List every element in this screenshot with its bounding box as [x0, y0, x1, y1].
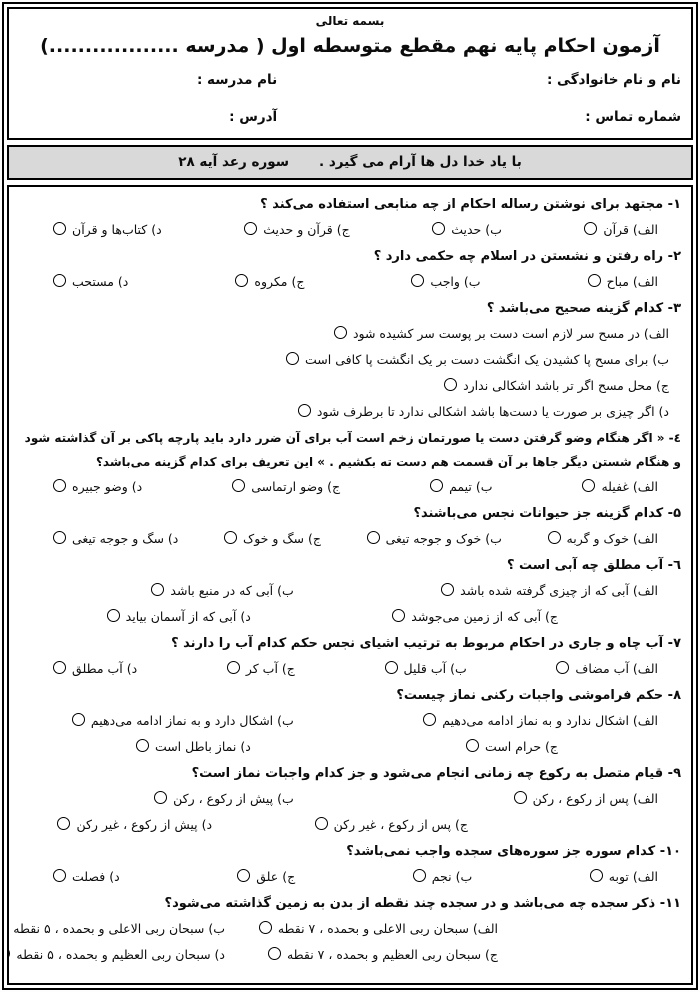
questions-box: [7, 185, 693, 985]
option-d: [53, 656, 137, 682]
answer-circle[interactable]: [423, 713, 436, 726]
option-label: ج) محل مسح اگر تر باشد اشکالی ندارد: [463, 378, 669, 393]
option-label: ب) خوک و جوجه تیغی: [385, 531, 502, 546]
option-label: د) وضو جبیره: [72, 479, 143, 494]
answer-circle[interactable]: [514, 791, 527, 804]
option-label: د) مستحب: [72, 274, 129, 289]
options-row: [19, 734, 681, 760]
option-label: د) اگر چیزی بر صورت یا دست‌ها باشد اشکالی ندارد تا برطرف شود: [316, 404, 669, 419]
question-2: [19, 244, 681, 295]
option-label: د) نماز باطل است: [154, 739, 251, 754]
option-d: [19, 812, 212, 838]
option-label: الف) آبی که از چیزی گرفته شده باشد: [460, 583, 658, 598]
option-label: الف) اشکال ندارد و به نماز ادامه می‌دهیم: [442, 713, 658, 728]
option-label: ج) علق: [256, 869, 296, 884]
question-9: [19, 761, 681, 838]
question-stem: ۵- کدام گزینه جز حیوانات نجس می‌باشند؟: [413, 506, 681, 521]
option-c: [244, 217, 349, 243]
option-label: الف) قرآن: [603, 222, 658, 237]
option-d: [298, 404, 669, 419]
address-field-label[interactable]: آدرس :: [229, 109, 278, 125]
option-c: [227, 656, 295, 682]
option-c: [251, 604, 558, 630]
options-row: [19, 399, 681, 425]
option-a: [588, 269, 658, 295]
option-d: [53, 526, 178, 552]
option-label: ب) اشکال دارد و به نماز ادامه می‌دهیم: [90, 713, 294, 728]
answer-circle[interactable]: [227, 661, 240, 674]
question-stem: ٦- آب مطلق چه آبی است ؟: [506, 558, 681, 573]
question-stem: ۱- مجتهد برای نوشتن رساله احکام از چه منابعی استفاده می‌کند ؟: [260, 197, 681, 212]
basmala-text: بسمه تعالی: [315, 14, 385, 28]
options-row: [19, 708, 681, 734]
answer-circle[interactable]: [232, 479, 245, 492]
answer-circle[interactable]: [7, 947, 10, 960]
option-c: [212, 812, 468, 838]
answer-circle[interactable]: [588, 274, 601, 287]
options-row: [19, 321, 681, 347]
answer-circle[interactable]: [53, 661, 66, 674]
question-5: [19, 501, 681, 552]
answer-circle[interactable]: [385, 661, 398, 674]
option-label: الف) غفیله: [601, 479, 658, 494]
option-label: ب) واجب: [430, 274, 481, 289]
answer-circle[interactable]: [584, 222, 597, 235]
options-row: [19, 604, 681, 630]
exam-page: [2, 2, 698, 990]
question-1: [19, 192, 681, 243]
answer-circle[interactable]: [466, 739, 479, 752]
answer-circle[interactable]: [151, 583, 164, 596]
option-label: د) سبحان ربی العظیم و بحمده ، ۵ نقطه: [16, 947, 225, 962]
answer-circle[interactable]: [441, 583, 454, 596]
option-label: ج) حرام است: [485, 739, 558, 754]
options-row: [13, 916, 681, 942]
question-stem: ۹- قیام متصل به رکوع چه زمانی انجام می‌شود و جز کدام واجبات نماز است؟: [191, 766, 681, 781]
question-stem: ٤- « اگر هنگام وضو گرفتن دست یا صورتمان زخم است آب برای آن ضرر دارد باید پارچه پاکی بر آن گذاشته شود و هنگام شستن دیگر جاها بر آن قسمت هم دست ته بکشیم . » این تعریف برای کدام گزینه می‌باشد؟: [24, 431, 681, 469]
option-label: الف) آب مضاف: [575, 661, 658, 676]
answer-circle[interactable]: [72, 713, 85, 726]
option-a: [548, 526, 658, 552]
question-10: [19, 839, 681, 890]
answer-circle[interactable]: [590, 869, 603, 882]
option-a: [582, 474, 658, 500]
question-stem: ۳- کدام گزینه صحیح می‌باشد ؟: [486, 301, 681, 316]
answer-circle[interactable]: [582, 479, 595, 492]
option-label: د) کتاب‌ها و قرآن: [72, 222, 162, 237]
option-label: ج) مکروه: [254, 274, 305, 289]
option-b: [13, 916, 225, 942]
question-3: [19, 296, 681, 425]
fullname-field-label[interactable]: نام و نام خانوادگی :: [546, 72, 681, 88]
option-d: [53, 864, 120, 890]
option-label: ج) سبحان ربی العظیم و بحمده ، ۷ نقطه: [286, 947, 498, 962]
answer-circle[interactable]: [315, 817, 328, 830]
answer-circle[interactable]: [53, 869, 66, 882]
answer-circle[interactable]: [224, 531, 237, 544]
options-row: [16, 942, 681, 968]
option-label: ب) آبی که در منبع باشد: [170, 583, 294, 598]
option-d: [16, 942, 225, 968]
option-label: ب) پیش از رکوع ، رکن: [173, 791, 294, 806]
option-label: د) پیش از رکوع ، غیر رکن: [76, 817, 213, 832]
option-a: [294, 578, 658, 604]
option-b: [413, 864, 473, 890]
answer-circle[interactable]: [548, 531, 561, 544]
option-label: الف) در مسح سر لازم است دست بر پوست سر کشیده شود: [352, 326, 669, 341]
option-d: [19, 604, 251, 630]
question-7: [19, 631, 681, 682]
school-name-field-label[interactable]: نام مدرسه :: [196, 72, 278, 88]
quote-banner: [7, 145, 693, 180]
answer-circle[interactable]: [53, 274, 66, 287]
answer-circle[interactable]: [53, 222, 66, 235]
option-label: د) سگ و جوجه تیغی: [72, 531, 179, 546]
exam-title: آزمون احکام پایه نهم مقطع متوسطه اول ( مدرسه ..................): [40, 35, 660, 57]
answer-circle[interactable]: [235, 274, 248, 287]
option-label: الف) خوک و گربه: [566, 531, 658, 546]
answer-circle[interactable]: [286, 352, 299, 365]
options-row: [19, 217, 681, 243]
option-a: [590, 864, 658, 890]
option-b: [411, 269, 480, 295]
option-label: الف) سبحان ربی الاعلی و بحمده ، ۷ نقطه: [277, 921, 498, 936]
options-row: [19, 812, 681, 838]
option-label: ب) سبحان ربی الاعلی و بحمده ، ۵ نقطه: [13, 921, 225, 936]
option-label: ج) وضو ارتماسی: [251, 479, 341, 494]
options-row: [19, 578, 681, 604]
option-label: ب) تیمم: [449, 479, 493, 494]
answer-circle[interactable]: [444, 378, 457, 391]
answer-circle[interactable]: [259, 921, 272, 934]
quote-text: با یاد خدا دل ها آرام می گیرد .: [318, 154, 522, 170]
answer-circle[interactable]: [367, 531, 380, 544]
option-c: [251, 734, 558, 760]
options-row: [19, 864, 681, 890]
options-row: [19, 656, 681, 682]
option-label: ج) سگ و خوک: [243, 531, 321, 546]
answer-circle[interactable]: [298, 404, 311, 417]
option-c: [444, 378, 669, 393]
option-c: [225, 942, 498, 968]
option-label: ج) پس از رکوع ، غیر رکن: [333, 817, 468, 832]
answer-circle[interactable]: [136, 739, 149, 752]
exam-header: [7, 7, 693, 140]
option-c: [224, 526, 321, 552]
answer-circle[interactable]: [334, 326, 347, 339]
option-label: الف) پس از رکوع ، رکن: [532, 791, 658, 806]
quote-source: سوره رعد آیه ۲۸: [178, 154, 289, 170]
options-row: [19, 786, 681, 812]
option-label: ج) آب کر: [245, 661, 295, 676]
question-4: [19, 426, 681, 500]
option-label: ب) آب قلیل: [403, 661, 467, 676]
option-d: [53, 269, 128, 295]
option-b: [367, 526, 502, 552]
options-row: [19, 373, 681, 399]
question-stem: ۲- راه رفتن و نشستن در اسلام چه حکمی دارد ؟: [373, 249, 681, 264]
option-label: ج) قرآن و حدیث: [263, 222, 350, 237]
answer-circle[interactable]: [432, 222, 445, 235]
answer-circle[interactable]: [268, 947, 281, 960]
answer-circle[interactable]: [154, 791, 167, 804]
question-stem: ۱۱- ذکر سجده چه می‌باشد و در سجده چند نقطه از بدن به زمین گذاشته می‌شود؟: [164, 896, 681, 911]
option-b: [432, 217, 502, 243]
question-6: [19, 553, 681, 630]
option-a: [556, 656, 658, 682]
option-c: [235, 269, 304, 295]
option-d: [53, 217, 162, 243]
options-row: [19, 474, 681, 500]
options-row: [19, 526, 681, 552]
option-a: [225, 916, 498, 942]
option-d: [53, 474, 142, 500]
option-label: د) آب مطلق: [72, 661, 138, 676]
answer-circle[interactable]: [244, 222, 257, 235]
option-a: [584, 217, 658, 243]
options-row: [19, 269, 681, 295]
question-11: [13, 891, 681, 968]
answer-circle[interactable]: [53, 479, 66, 492]
answer-circle[interactable]: [430, 479, 443, 492]
question-8: [19, 683, 681, 760]
answer-circle[interactable]: [413, 869, 426, 882]
option-label: د) فصلت: [72, 869, 120, 884]
option-label: د) آبی که از آسمان بیاید: [125, 609, 251, 624]
option-label: الف) مباح: [606, 274, 658, 289]
option-b: [286, 352, 669, 367]
answer-circle[interactable]: [53, 531, 66, 544]
answer-circle[interactable]: [57, 817, 70, 830]
option-a: [334, 326, 669, 341]
option-b: [19, 578, 294, 604]
option-label: الف) توبه: [608, 869, 658, 884]
option-d: [19, 734, 251, 760]
question-stem: ۷- آب چاه و جاری در احکام مربوط به ترتیب اشیای نجس حکم کدام آب را دارند ؟: [171, 636, 681, 651]
option-c: [237, 864, 295, 890]
phone-field-label[interactable]: شماره تماس :: [585, 109, 681, 125]
options-row: [19, 347, 681, 373]
question-stem: ۸- حکم فراموشی واجبات رکنی نماز چیست؟: [396, 688, 681, 703]
option-b: [19, 786, 294, 812]
option-label: ب) نجم: [431, 869, 473, 884]
answer-circle[interactable]: [237, 869, 250, 882]
option-a: [294, 786, 658, 812]
option-a: [294, 708, 658, 734]
option-b: [19, 708, 294, 734]
answer-circle[interactable]: [556, 661, 569, 674]
answer-circle[interactable]: [392, 609, 405, 622]
option-label: ج) آبی که از زمین می‌جوشد: [411, 609, 558, 624]
question-stem: ۱۰- کدام سوره جز سوره‌های سجده واجب نمی‌باشد؟: [346, 844, 681, 859]
answer-circle[interactable]: [107, 609, 120, 622]
option-b: [385, 656, 467, 682]
option-b: [430, 474, 492, 500]
answer-circle[interactable]: [411, 274, 424, 287]
student-info-fields: [19, 72, 681, 125]
option-c: [232, 474, 340, 500]
option-label: ب) حدیث: [451, 222, 502, 237]
option-label: ب) برای مسح پا کشیدن یک انگشت دست بر یک انگشت پا کافی است: [305, 352, 669, 367]
